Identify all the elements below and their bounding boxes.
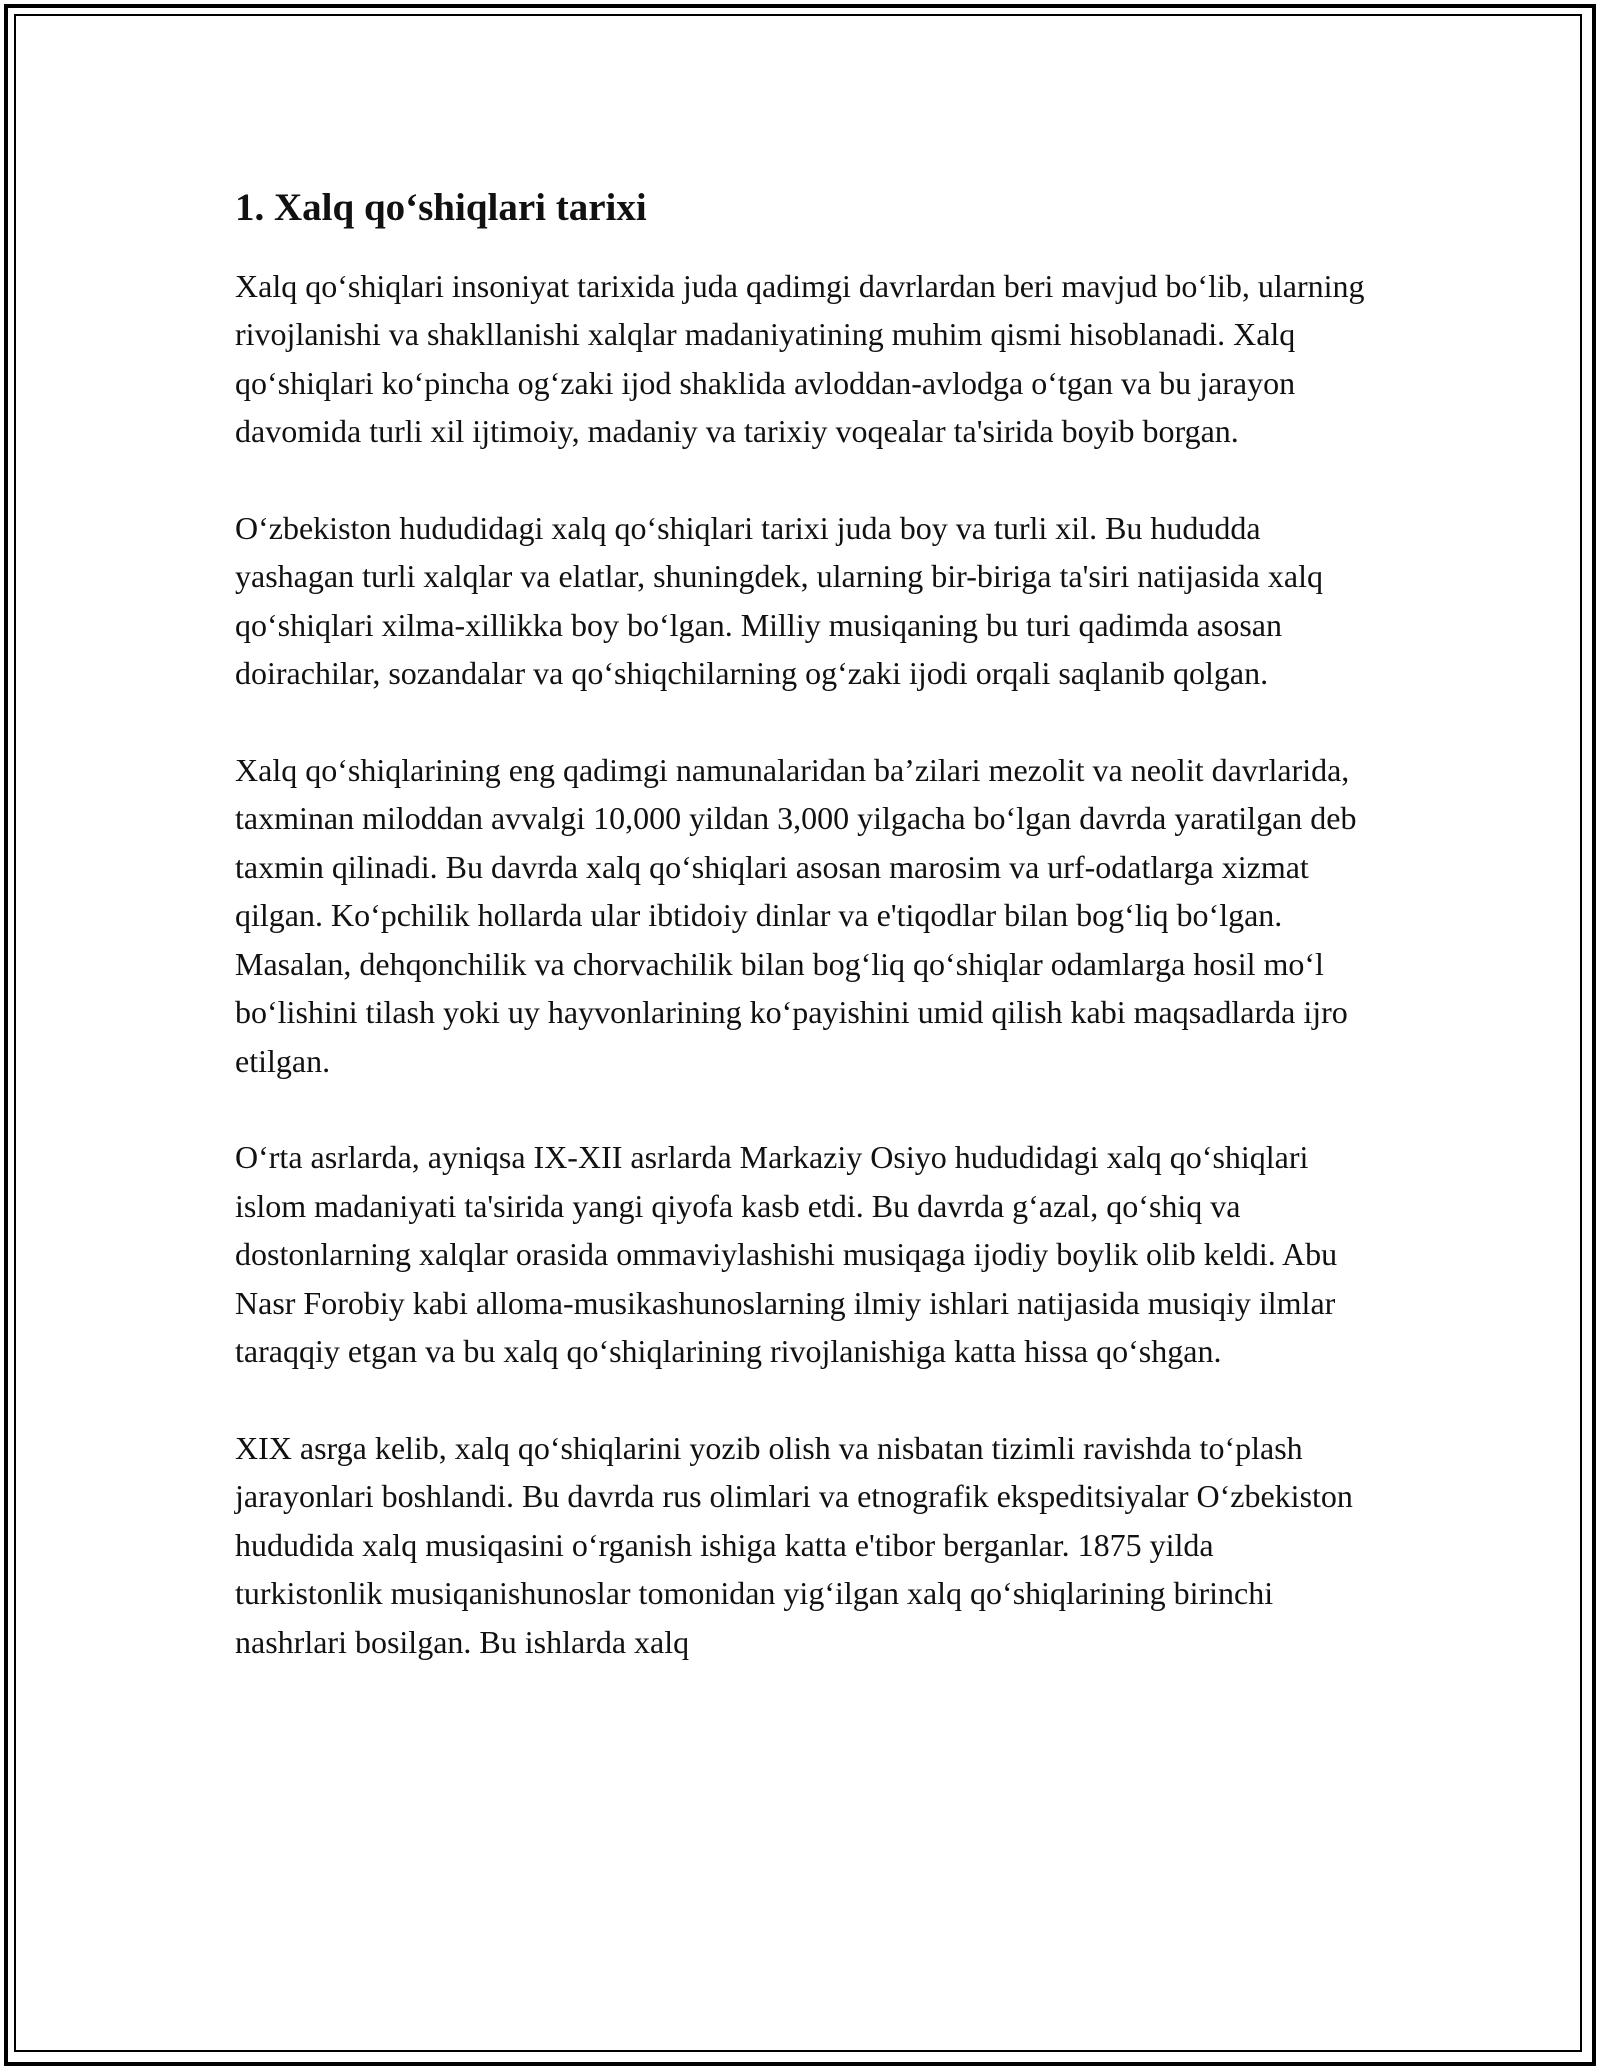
paragraph-3: Xalq qoʻshiqlarining eng qadimgi namunalaridan baʼzilari mezolit va neolit davrlarida, taxminan miloddan avvalgi 10,000 yildan 3,000 yilgacha boʻlgan davrda yaratilgan deb taxmin qilinadi. Bu davrda xalq qoʻshiqlari asosan marosim va urf-odatlarga xizmat qilgan. Koʻpchilik hollarda ular ibtidoiy dinlar va e'tiqodlar bilan bogʻliq boʻlgan. Masalan, dehqonchilik va chorvachilik bilan bogʻliq qoʻshiqlar odamlarga hosil moʻl boʻlishini tilash yoki uy hayvonlarining koʻpayishini umid qilish kabi maqsadlarda ijro etilgan. — [235, 751, 1357, 1079]
section-heading: 1. Xalq qoʻshiqlari tarixi — [235, 186, 647, 229]
paragraph-4: Oʻrta asrlarda, ayniqsa IX-XII asrlarda Markaziy Osiyo hududidagi xalq qoʻshiqlari islom madaniyati ta'sirida yangi qiyofa kasb etdi. Bu davrda gʻazal, qoʻshiq va dostonlarning xalqlar orasida ommaviylashishi musiqaga ijodiy boylik olib keldi. Abu Nasr Forobiy kabi alloma-musikashunoslarning ilmiy ishlari natijasida musiqiy ilmlar taraqqiy etgan va bu xalq qoʻshiqlarining rivojlanishiga katta hissa qoʻshgan. — [235, 1139, 1338, 1370]
document-body — [235, 183, 1365, 1714]
paragraph-1: Xalq qoʻshiqlari insoniyat tarixida juda qadimgi davrlardan beri mavjud boʻlib, ularning rivojlanishi va shakllanishi xalqlar madaniyatining muhim qismi hisoblanadi. Xalq qoʻshiqlari koʻpincha ogʻzaki ijod shaklida avloddan-avlodga oʻtgan va bu jarayon davomida turli xil ijtimoiy, madaniy va tarixiy voqealar ta'sirida boyib borgan. — [235, 267, 1365, 450]
paragraph-5: XIX asrga kelib, xalq qoʻshiqlarini yozib olish va nisbatan tizimli ravishda toʻplash jarayonlari boshlandi. Bu davrda rus olimlari va etnografik ekspeditsiyalar Oʻzbekiston hududida xalq musiqasini oʻrganish ishiga katta e'tibor berganlar. 1875 yilda turkistonlik musiqanishunoslar tomonidan yigʻilgan xalq qoʻshiqlarining birinchi nashrlari bosilgan. Bu ishlarda xalq — [235, 1429, 1353, 1660]
paragraph-2: Oʻzbekiston hududidagi xalq qoʻshiqlari tarixi juda boy va turli xil. Bu hududda yashagan turli xalqlar va elatlar, shuningdek, ularning bir-biriga ta'siri natijasida xalq qoʻshiqlari xilma-xillikka boy boʻlgan. Milliy musiqaning bu turi qadimda asosan doirachilar, sozandalar va qoʻshiqchilarning ogʻzaki ijodi orqali saqlanib qolgan. — [235, 509, 1323, 692]
